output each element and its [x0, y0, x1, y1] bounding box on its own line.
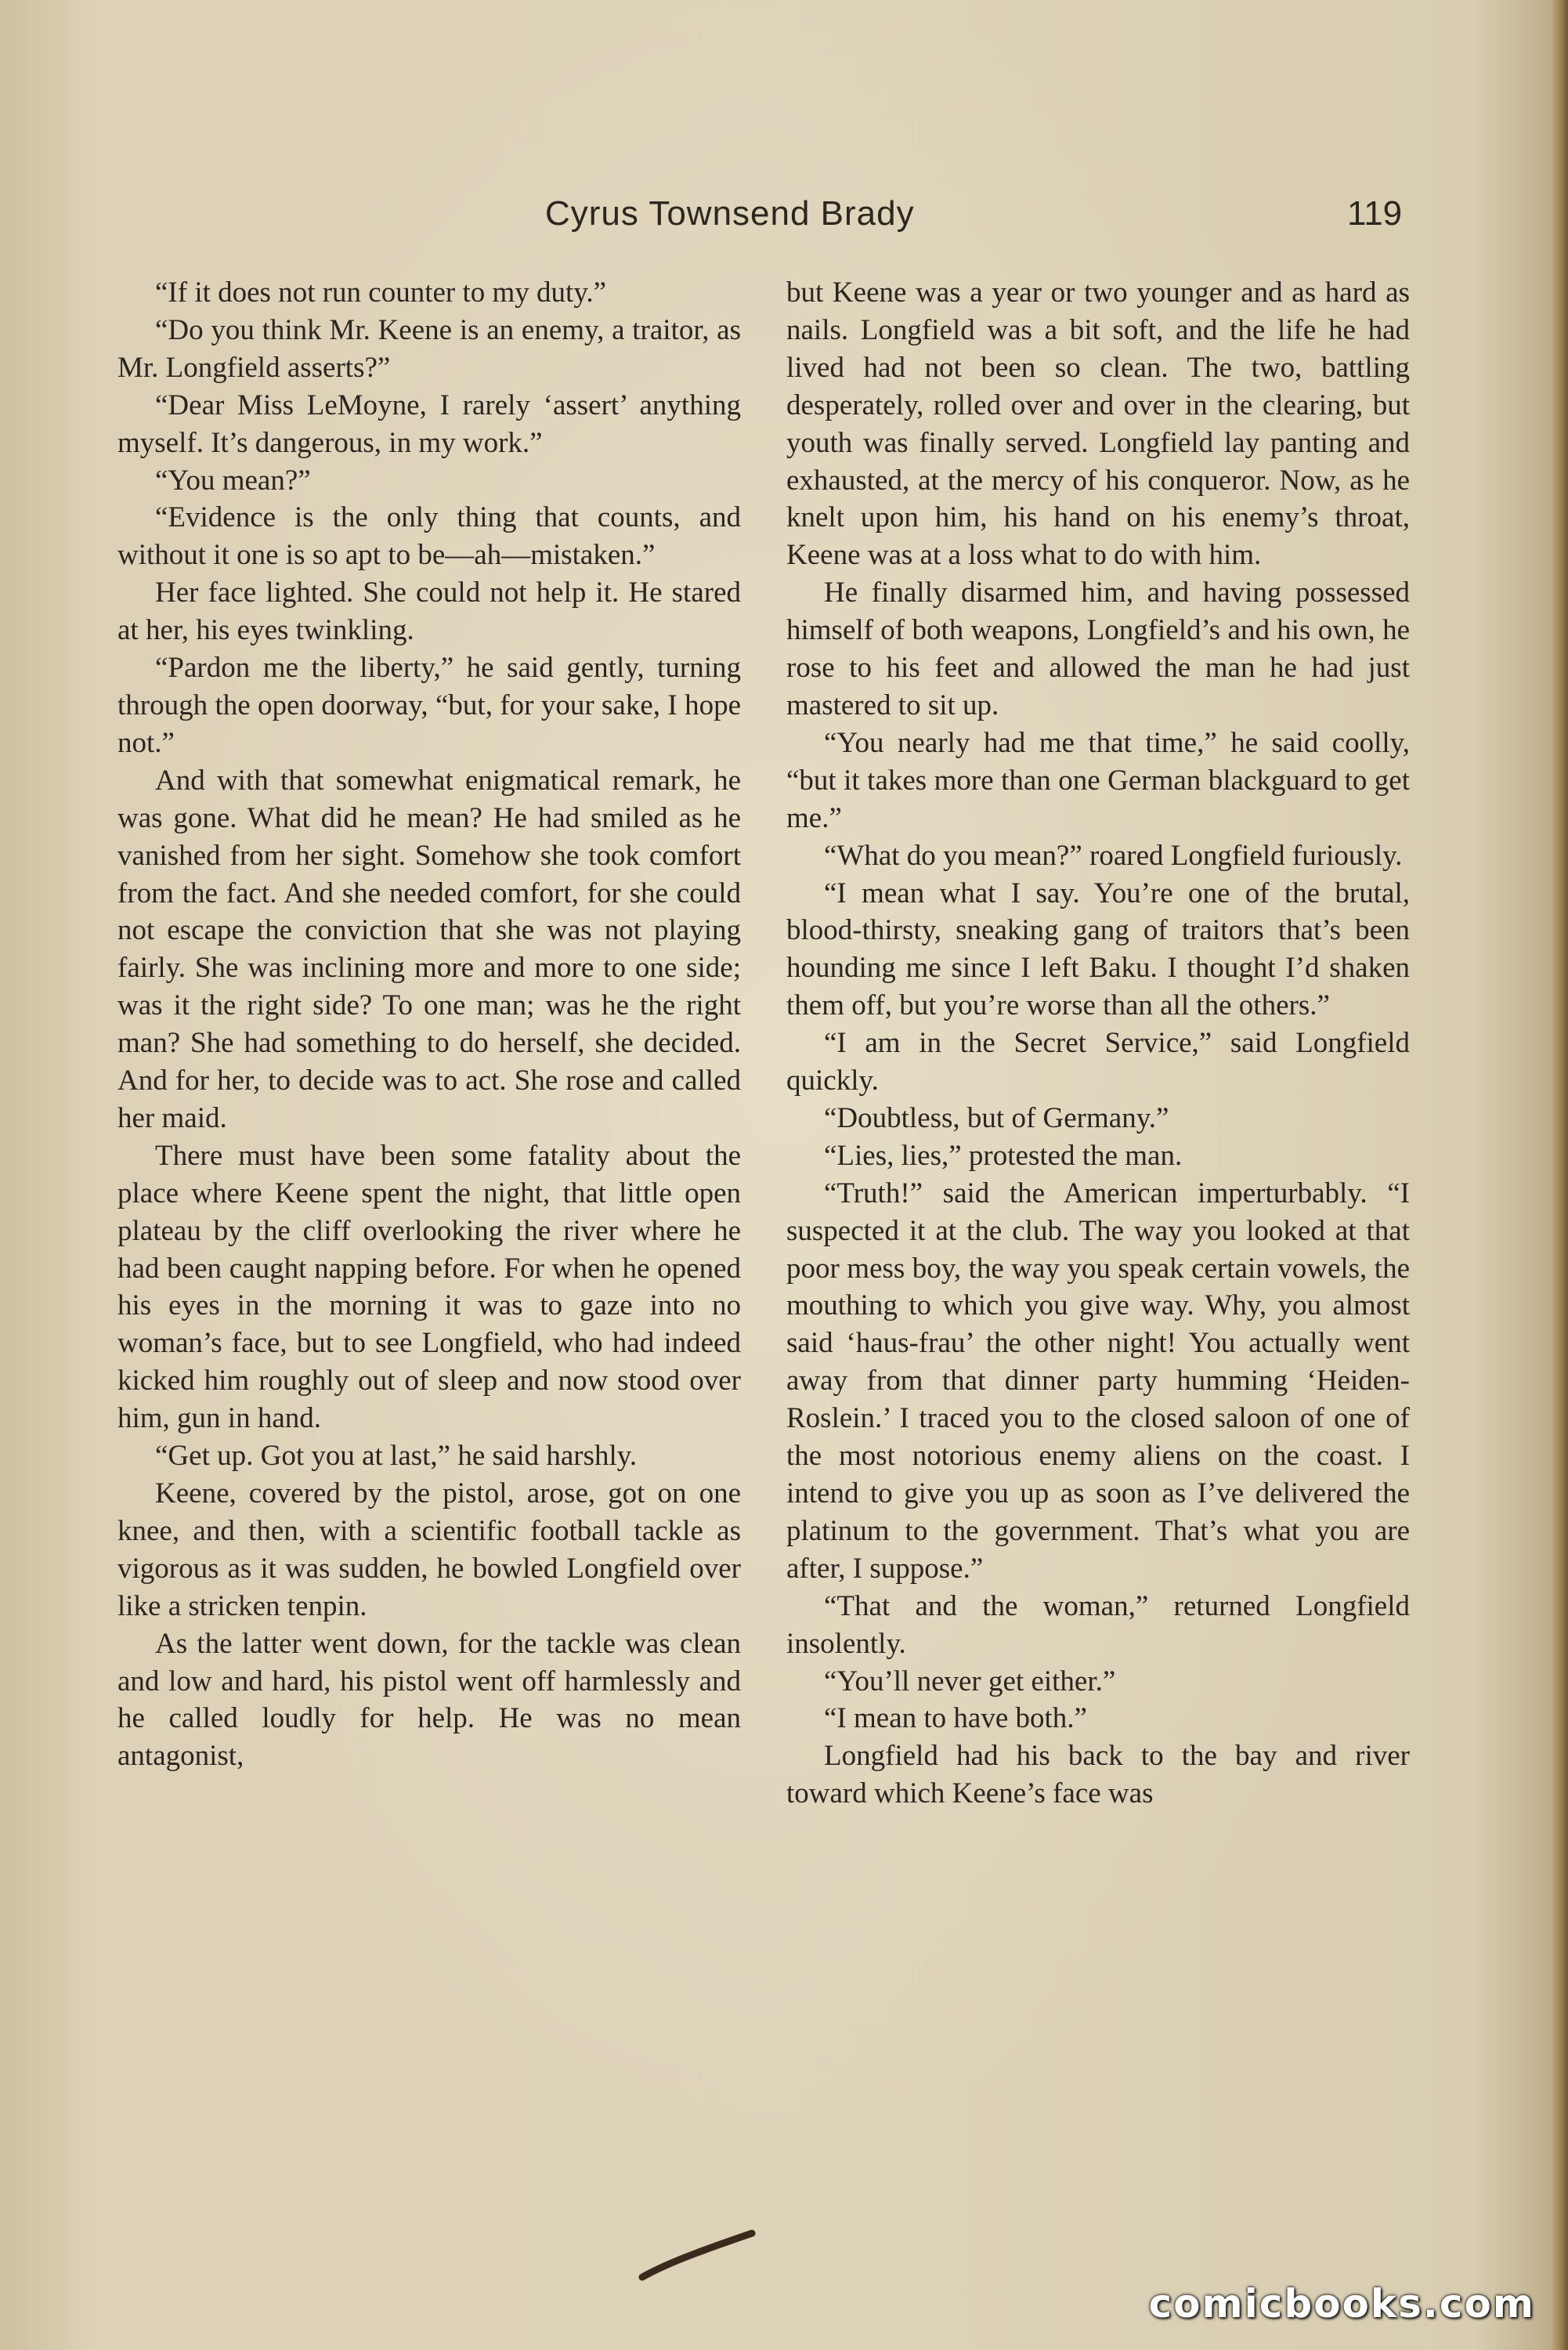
right-column	[786, 274, 1410, 1813]
paragraph: “Get up. Got you at last,” he said harshly.	[155, 1440, 638, 1473]
page-number: 119	[1347, 194, 1403, 233]
paragraph: “Lies, lies,” protested the man.	[824, 1139, 1183, 1172]
paragraph: “Dear Miss LeMoyne, I rarely ‘assert’ anything myself. It’s dangerous, in my work.”	[117, 389, 741, 459]
page-edge-shadow	[1551, 0, 1568, 2350]
paragraph: “Do you think Mr. Keene is an enemy, a traitor, as Mr. Longfield asserts?”	[117, 313, 741, 384]
paragraph: “I am in the Secret Service,” said Longfield quickly.	[786, 1027, 1410, 1097]
paragraph: There must have been some fatality about the place where Keene spent the night, that little open plateau by the cliff overlooking the river where he had been caught napping before. For when he opened his eyes in the morning it was to gaze into no woman’s face, but to see Longfield, who had indeed kicked him roughly out of sleep and now stood over him, gun in hand.	[117, 1139, 741, 1435]
site-watermark: comicbooks.com	[1148, 2281, 1535, 2326]
paragraph: “Truth!” said the American imperturbably. “I suspected it at the club. The way you looked at that poor mess boy, the way you speak certain vowels, the mouthing to which you give way. Why, you almost said ‘haus-frau’ the other night! You actually went away from that dinner party humming ‘Heiden-Roslein.’ I traced you to the closed saloon of one of the most notorious enemy aliens on the coast. I intend to give you up as soon as I’ve delivered the platinum to the government. That’s what you are after, I suppose.”	[786, 1177, 1410, 1585]
paragraph: “I mean to have both.”	[824, 1702, 1087, 1735]
paragraph: “If it does not run counter to my duty.”	[155, 277, 607, 309]
paragraph: “Pardon me the liberty,” he said gently, turning through the open doorway, “but, for your sake, I hope not.”	[117, 652, 741, 759]
page-header	[117, 194, 1410, 241]
paragraph: “I mean what I say. You’re one of the brutal, blood-thirsty, sneaking gang of traitors that’s been hounding me since I left Baku. I thought I’d shaken them off, but you’re worse than all the others.”	[786, 877, 1410, 1022]
paragraph: “That and the woman,” returned Longfield insolently.	[786, 1589, 1410, 1660]
paragraph-continuation: but Keene was a year or two younger and as hard as nails. Longfield was a bit soft, and the life he had lived had not been so clean. The two, battling desperately, rolled over and over in the clearing, but youth was finally served. Longfield lay panting and exhausted, at the mercy of his conqueror. Now, as he knelt upon him, his hand on his enemy’s throat, Keene was at a loss what to do with him.	[786, 277, 1410, 572]
paragraph: “Evidence is the only thing that counts, and without it one is so apt to be—ah—mistaken.”	[117, 501, 741, 572]
paragraph: “You mean?”	[155, 464, 311, 497]
running-head: Cyrus Townsend Brady	[545, 194, 915, 233]
paragraph: He finally disarmed him, and having possessed himself of both weapons, Longfield’s and his own, he rose to his feet and allowed the man he had just mastered to sit up.	[786, 577, 1410, 721]
paragraph: “You’ll never get either.”	[824, 1665, 1116, 1697]
paragraph: And with that somewhat enigmatical remark, he was gone. What did he mean? He had smiled as he vanished from her sight. Somehow she took comfort from the fact. And she needed comfort, for she could not escape the conviction that she was not playing fairly. She was inclining more and more to one side; was it the right side? To one man; was he the right man? She had something to do herself, she decided. And for her, to decide was to act. She rose and called her maid.	[117, 764, 741, 1134]
paragraph: “You nearly had me that time,” he said coolly, “but it takes more than one German blackguard to get me.”	[786, 726, 1410, 834]
paragraph: Longfield had his back to the bay and river toward which Keene’s face was	[786, 1740, 1410, 1810]
paragraph: Keene, covered by the pistol, arose, got on one knee, and then, with a scientific football tackle as vigorous as it was sudden, he bowled Longfield over like a stricken tenpin.	[117, 1477, 741, 1622]
paragraph: As the latter went down, for the tackle was clean and low and hard, his pistol went off harmlessly and he called loudly for help. He was no mean antagonist,	[117, 1627, 741, 1773]
ink-stroke-mark	[634, 2229, 760, 2283]
paragraph: “What do you mean?” roared Longfield furiously.	[824, 839, 1403, 872]
paragraph: “Doubtless, but of Germany.”	[824, 1101, 1169, 1134]
left-column	[117, 274, 741, 1775]
paragraph: Her face lighted. She could not help it. He stared at her, his eyes twinkling.	[117, 577, 741, 647]
